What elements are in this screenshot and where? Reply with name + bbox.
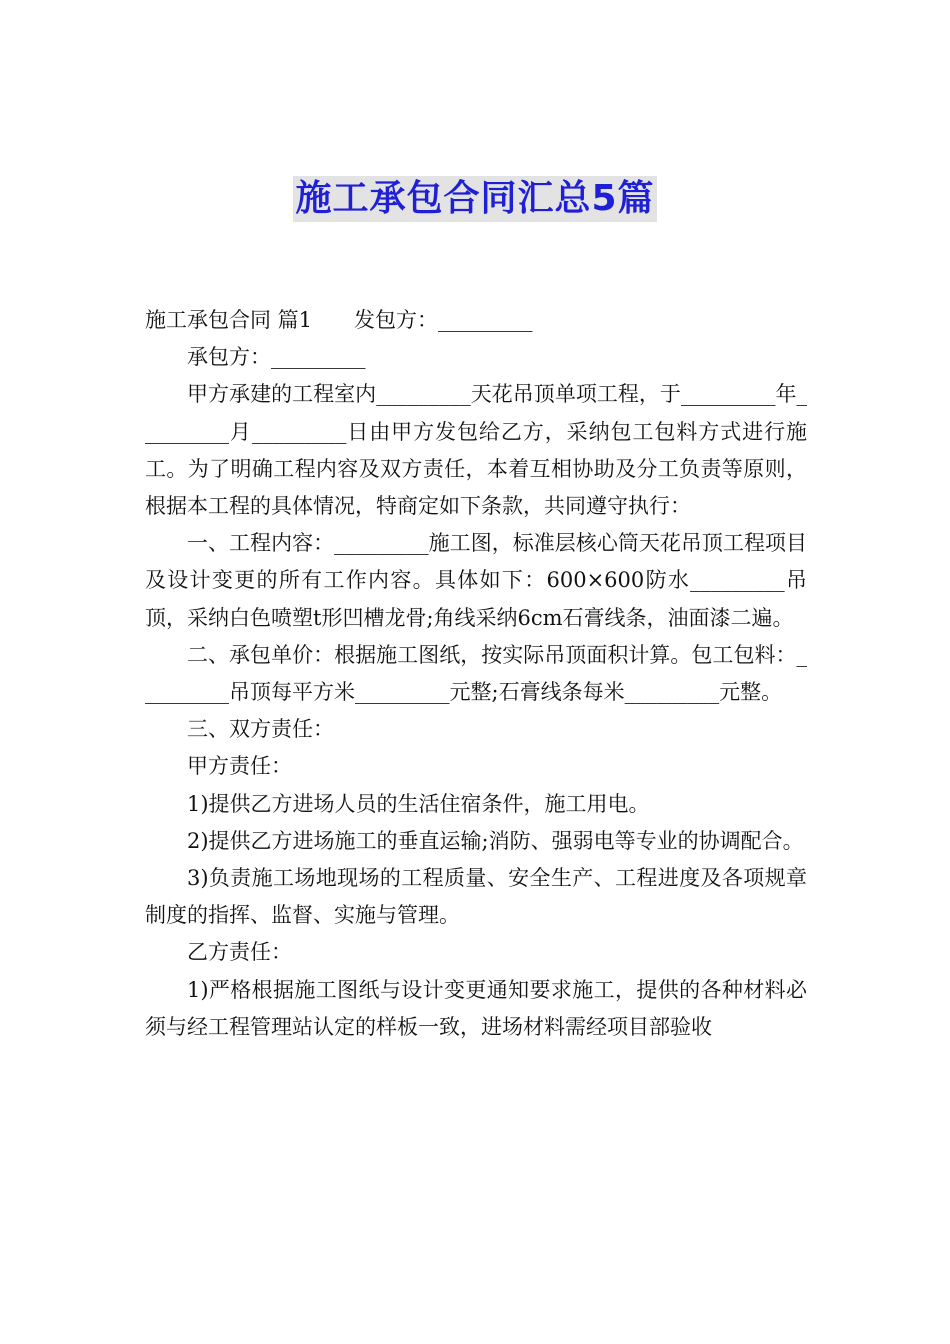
paragraph-section-1: 一、工程内容：_________施工图，标准层核心筒天花吊顶工程项目及设计变更的所有工作内容。具体如下：600×600防水_________吊顶，采纳白色喷塑t形凹槽龙骨;角线采纳6cm石膏线条，油面漆二遍。 [145,531,807,630]
document-body [145,302,807,1046]
paragraph-party-a-item-1: 1)提供乙方进场人员的生活住宿条件，施工用电。 [187,791,650,816]
paragraph-contractor: 承包方：_________ [187,345,366,370]
paragraph-party-b-heading: 乙方责任： [187,940,292,965]
paragraph-party-b-item-1: 1)严格根据施工图纸与设计变更通知要求施工，提供的各种材料必须与经工程管理站认定的样板一致，进场材料需经项目部验收 [145,977,807,1039]
paragraph-intro: 甲方承建的工程室内_________天花吊顶单项工程，于_________年_________月_________日由甲方发包给乙方，采纳包工包料方式进行施工。为了明确工程内容及双方责任，本着互相协助及分工负责等原则，根据本工程的具体情况，特商定如下条款，共同遵守执行： [145,382,807,519]
document-title: 施工承包合同汇总5篇 [293,176,656,222]
paragraph-party-a-item-2: 2)提供乙方进场施工的垂直运输;消防、强弱电等专业的协调配合。 [187,828,804,853]
paragraph-section-3: 三、双方责任： [187,717,334,742]
paragraph-header: 施工承包合同 篇1 发包方：_________ [145,308,533,332]
paragraph-section-2: 二、承包单价：根据施工图纸，按实际吊顶面积计算。包工包料：_________吊顶每平方米_________元整;石膏线条每米_________元整。 [145,642,807,705]
paragraph-party-a-item-3: 3)负责施工场地现场的工程质量、安全生产、工程进度及各项规章制度的指挥、监督、实施与管理。 [145,866,807,928]
paragraph-party-a-heading: 甲方责任： [187,754,292,779]
title-container [0,176,950,222]
